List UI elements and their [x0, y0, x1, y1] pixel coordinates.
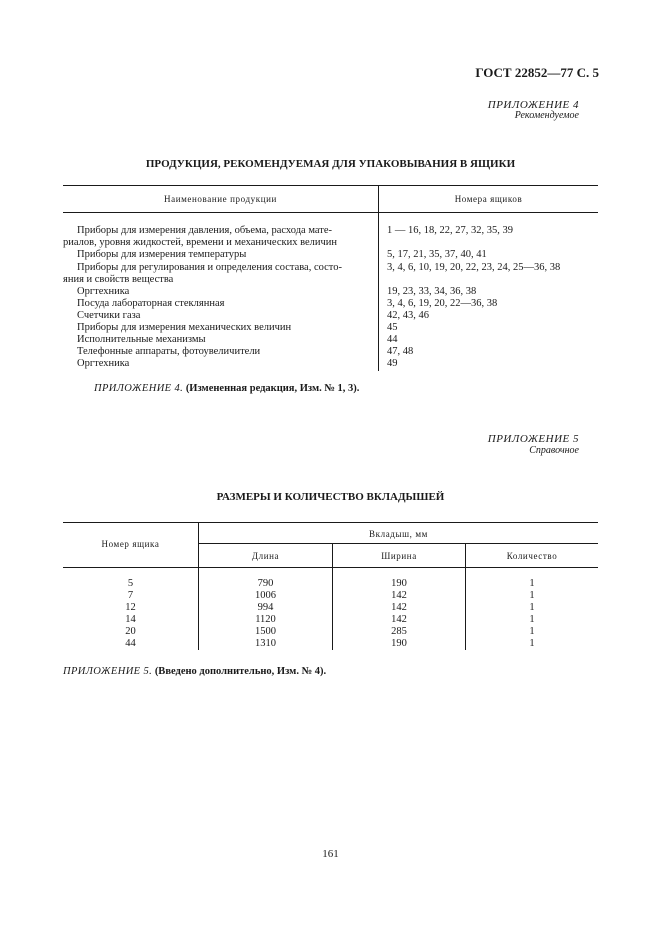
table1-product-cell-cont: яния и свойств вещества — [63, 274, 174, 285]
appendix4-change-note — [94, 383, 359, 394]
table2-cell-box: 14 — [125, 614, 136, 625]
table1-product-cell: Посуда лабораторная стеклянная — [77, 298, 225, 309]
table2-cell-quantity: 1 — [529, 614, 535, 625]
table2-quantity-column — [466, 578, 598, 650]
table2-cell-length: 1310 — [255, 638, 276, 649]
appendix4-heading: ПРОДУКЦИЯ, РЕКОМЕНДУЕМАЯ ДЛЯ УПАКОВЫВАНИЯ В ЯЩИКИ — [145, 158, 516, 170]
table1-boxes-cell: 5, 17, 21, 35, 37, 40, 41 — [387, 249, 487, 260]
table2-cell-box: 44 — [125, 638, 136, 649]
table2-cell-box: 12 — [125, 602, 136, 613]
table2-cell-width: 190 — [391, 578, 407, 589]
appendix4-title: ПРИЛОЖЕНИЕ 4 — [487, 99, 579, 111]
table2-cell-length: 1500 — [255, 626, 276, 637]
table1-header-boxes: Номера ящиков — [454, 194, 523, 204]
table1-product-cell: Оргтехника — [77, 358, 130, 369]
table1-boxes-cell: 1 — 16, 18, 22, 27, 32, 35, 39 — [387, 225, 513, 236]
table2-length-column — [199, 578, 332, 650]
table1-product-cell: Приборы для измерения температуры — [77, 249, 247, 260]
appendix5-title: ПРИЛОЖЕНИЕ 5 — [487, 433, 579, 445]
table2-header-insert: Вкладыш, мм — [369, 529, 428, 539]
table2-cell-length: 1120 — [255, 614, 276, 625]
note-text: (Измененная редакция, Изм. № 1, 3). — [185, 383, 360, 394]
table2-cell-quantity: 1 — [529, 578, 535, 589]
document-code: ГОСТ 22852—77 С. 5 — [475, 65, 599, 80]
table2-header-rule — [63, 567, 598, 568]
table2-box-column — [63, 578, 198, 650]
table2-subheader-rule — [199, 543, 598, 544]
table2-cell-quantity: 1 — [529, 602, 535, 613]
table1-boxes-cell: 19, 23, 33, 34, 36, 38 — [387, 286, 477, 297]
note-label: ПРИЛОЖЕНИЕ 5. — [63, 666, 153, 677]
appendix5-change-note — [63, 666, 326, 677]
table1-header-rule — [63, 212, 598, 213]
table2-cell-width: 285 — [391, 626, 407, 637]
appendix5-subtitle: Справочное — [529, 445, 579, 456]
table1-product-cell: Телефонные аппараты, фотоувеличители — [77, 346, 261, 357]
table2-cell-width: 190 — [391, 638, 407, 649]
table1-product-cell: Приборы для измерения давления, объема, расхода мате- — [77, 225, 333, 236]
table1-boxes-cell: 3, 4, 6, 10, 19, 20, 22, 23, 24, 25—36, 38 — [387, 262, 561, 273]
table2-cell-width: 142 — [391, 590, 407, 601]
table1-boxes-cell: 49 — [387, 358, 398, 369]
table1-product-cell: Приборы для измерения механических величин — [77, 322, 292, 333]
table2-cell-quantity: 1 — [529, 626, 535, 637]
table2-cell-box: 7 — [127, 590, 134, 601]
table1-boxes-cell: 44 — [387, 334, 398, 345]
table2-header-box-number: Номер ящика — [101, 539, 160, 549]
table1-top-rule — [63, 185, 598, 186]
table1-product-cell: Оргтехника — [77, 286, 130, 297]
table2-cell-width: 142 — [391, 614, 407, 625]
note-label: ПРИЛОЖЕНИЕ 4. — [94, 383, 184, 394]
table2-width-column — [333, 578, 465, 650]
table2-cell-quantity: 1 — [529, 590, 535, 601]
table1-boxes-cell: 42, 43, 46 — [387, 310, 429, 321]
table2-cell-box: 5 — [127, 578, 134, 589]
table2-header-quantity: Количество — [506, 551, 558, 561]
table2-header-width: Ширина — [381, 551, 417, 561]
table2-cell-width: 142 — [391, 602, 407, 613]
table2-cell-quantity: 1 — [529, 638, 535, 649]
note-text: (Введено дополнительно, Изм. № 4). — [154, 666, 327, 677]
table1-boxes-cell: 3, 4, 6, 19, 20, 22—36, 38 — [387, 298, 498, 309]
table2-cell-box: 20 — [125, 626, 136, 637]
page-number: 161 — [322, 848, 339, 860]
table1-header-product: Наименование продукции — [164, 194, 277, 204]
table1-product-cell: Счетчики газа — [77, 310, 141, 321]
table2-cell-length: 994 — [257, 602, 274, 613]
table1-product-cell: Приборы для регулирования и определения состава, состо- — [77, 262, 342, 273]
table2-cell-length: 1006 — [255, 590, 276, 601]
table1-product-cell: Исполнительные механизмы — [77, 334, 206, 345]
table1-boxes-cell: 45 — [387, 322, 398, 333]
table2-header-length: Длина — [251, 551, 280, 561]
appendix5-heading: РАЗМЕРЫ И КОЛИЧЕСТВО ВКЛАДЫШЕЙ — [216, 491, 445, 503]
appendix4-subtitle: Рекомендуемое — [514, 110, 579, 121]
table2-top-rule — [63, 522, 598, 523]
table1-column-divider — [378, 185, 379, 371]
table1-boxes-cell: 47, 48 — [387, 346, 414, 357]
table2-cell-length: 790 — [257, 578, 274, 589]
table1-product-cell-cont: риалов, уровня жидкостей, времени и механических величин — [63, 237, 338, 248]
